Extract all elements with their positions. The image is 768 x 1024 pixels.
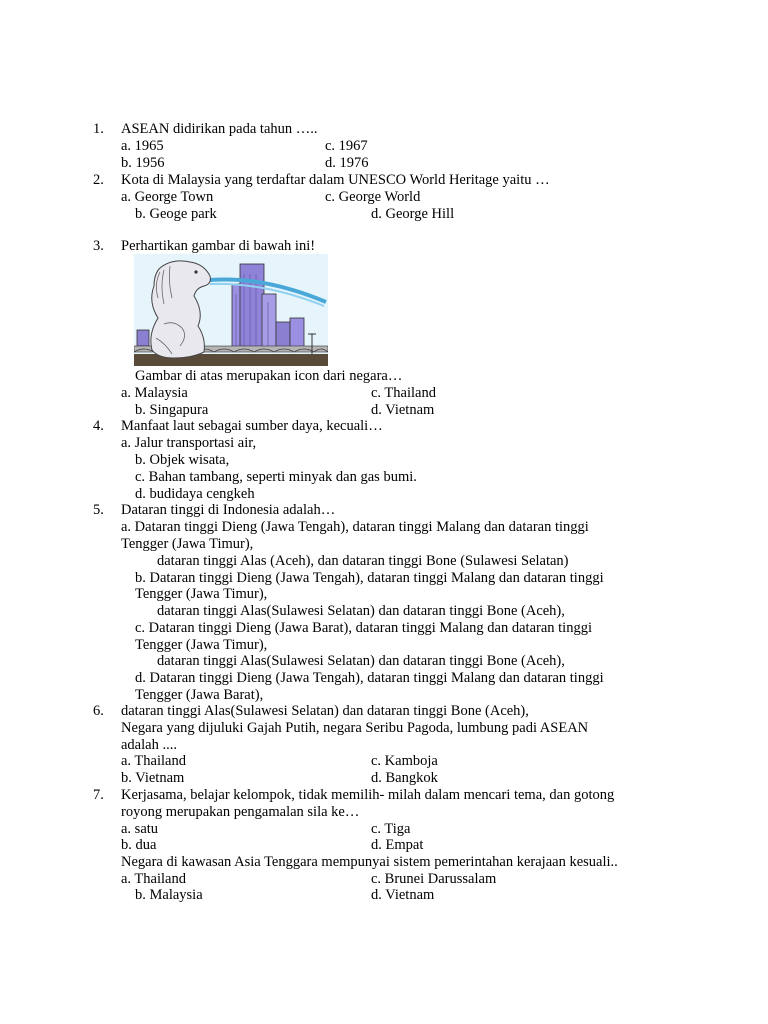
q5-option-b-line2: Tengger (Jawa Timur), [135,586,268,602]
q5-option-b-line3: dataran tinggi Alas(Sulawesi Selatan) dan dataran tinggi Bone (Aceh), [157,603,565,619]
q8-option-b: b. Malaysia [135,887,203,903]
q2-option-c: c. George World [325,189,421,205]
q5-option-a-line2: Tengger (Jawa Timur), [121,536,254,552]
q5-option-b-line1: b. Dataran tinggi Dieng (Jawa Tengah), dataran tinggi Malang dan dataran tinggi [135,570,604,586]
q4-option-b: b. Objek wisata, [135,452,230,468]
q3-option-a: a. Malaysia [121,385,188,401]
q5-option-c-line1: c. Dataran tinggi Dieng (Jawa Barat), dataran tinggi Malang dan dataran tinggi [135,620,592,636]
q2-text: Kota di Malaysia yang terdaftar dalam UNESCO World Heritage yaitu … [121,172,550,188]
q7-option-d: d. Empat [371,837,424,853]
q3-option-d: d. Vietnam [371,402,435,418]
q4-option-a: a. Jalur transportasi air, [121,435,257,451]
q6-number: 6. [93,703,104,719]
q2-option-d: d. George Hill [371,206,455,222]
q6-pre-text: dataran tinggi Alas(Sulawesi Selatan) dan dataran tinggi Bone (Aceh), [121,703,529,719]
q5-option-a-line3: dataran tinggi Alas (Aceh), dan dataran tinggi Bone (Sulawesi Selatan) [157,553,569,569]
q8-text: Negara di kawasan Asia Tenggara mempunyai sistem pemerintahan kerajaan kesuali.. [121,854,618,870]
q3-option-b: b. Singapura [135,402,209,418]
q4-number: 4. [93,418,104,434]
q6-option-b: b. Vietnam [121,770,185,786]
q2-option-a: a. George Town [121,189,214,205]
q5-option-a-line1: a. Dataran tinggi Dieng (Jawa Tengah), dataran tinggi Malang dan dataran tinggi [121,519,589,535]
q5-number: 5. [93,502,104,518]
q7-text-line2: royong merupakan pengamalan sila ke… [121,804,360,820]
q7-text-line1: Kerjasama, belajar kelompok, tidak memilih- milah dalam mencari tema, dan gotong [121,787,615,803]
q8-option-a: a. Thailand [121,871,186,887]
q8-option-c: c. Brunei Darussalam [371,871,497,887]
q3-text: Perhartikan gambar di bawah ini! [121,238,316,254]
q3-number: 3. [93,238,104,254]
q6-text-line1: Negara yang dijuluki Gajah Putih, negara Seribu Pagoda, lumbung padi ASEAN [121,720,589,736]
q4-option-d: d. budidaya cengkeh [135,486,255,502]
q3-caption: Gambar di atas merupakan icon dari negara… [135,368,403,384]
merlion-skyline-image [134,254,328,366]
q1-number: 1. [93,121,104,137]
q5-option-d-line2: Tengger (Jawa Barat), [135,687,264,703]
q5-option-c-line3: dataran tinggi Alas(Sulawesi Selatan) dan dataran tinggi Bone (Aceh), [157,653,565,669]
q5-text: Dataran tinggi di Indonesia adalah… [121,502,336,518]
q1-option-c: c. 1967 [325,138,368,154]
q4-option-c: c. Bahan tambang, seperti minyak dan gas bumi. [135,469,417,485]
q7-option-b: b. dua [121,837,157,853]
q1-option-d: d. 1976 [325,155,369,171]
q2-option-b: b. Geoge park [135,206,217,222]
q2-number: 2. [93,172,104,188]
q1-option-b: b. 1956 [121,155,165,171]
q6-option-c: c. Kamboja [371,753,438,769]
q7-option-c: c. Tiga [371,821,411,837]
q8-option-d: d. Vietnam [371,887,435,903]
q1-option-a: a. 1965 [121,138,164,154]
q7-option-a: a. satu [121,821,159,837]
q6-option-a: a. Thailand [121,753,186,769]
q5-option-d-line1: d. Dataran tinggi Dieng (Jawa Tengah), dataran tinggi Malang dan dataran tinggi [135,670,604,686]
q4-text: Manfaat laut sebagai sumber daya, kecuali… [121,418,383,434]
q3-option-c: c. Thailand [371,385,436,401]
q1-text: ASEAN didirikan pada tahun ….. [121,121,318,137]
q5-option-c-line2: Tengger (Jawa Timur), [135,637,268,653]
q6-option-d: d. Bangkok [371,770,438,786]
q6-text-line2: adalah .... [121,737,177,753]
q7-number: 7. [93,787,104,803]
